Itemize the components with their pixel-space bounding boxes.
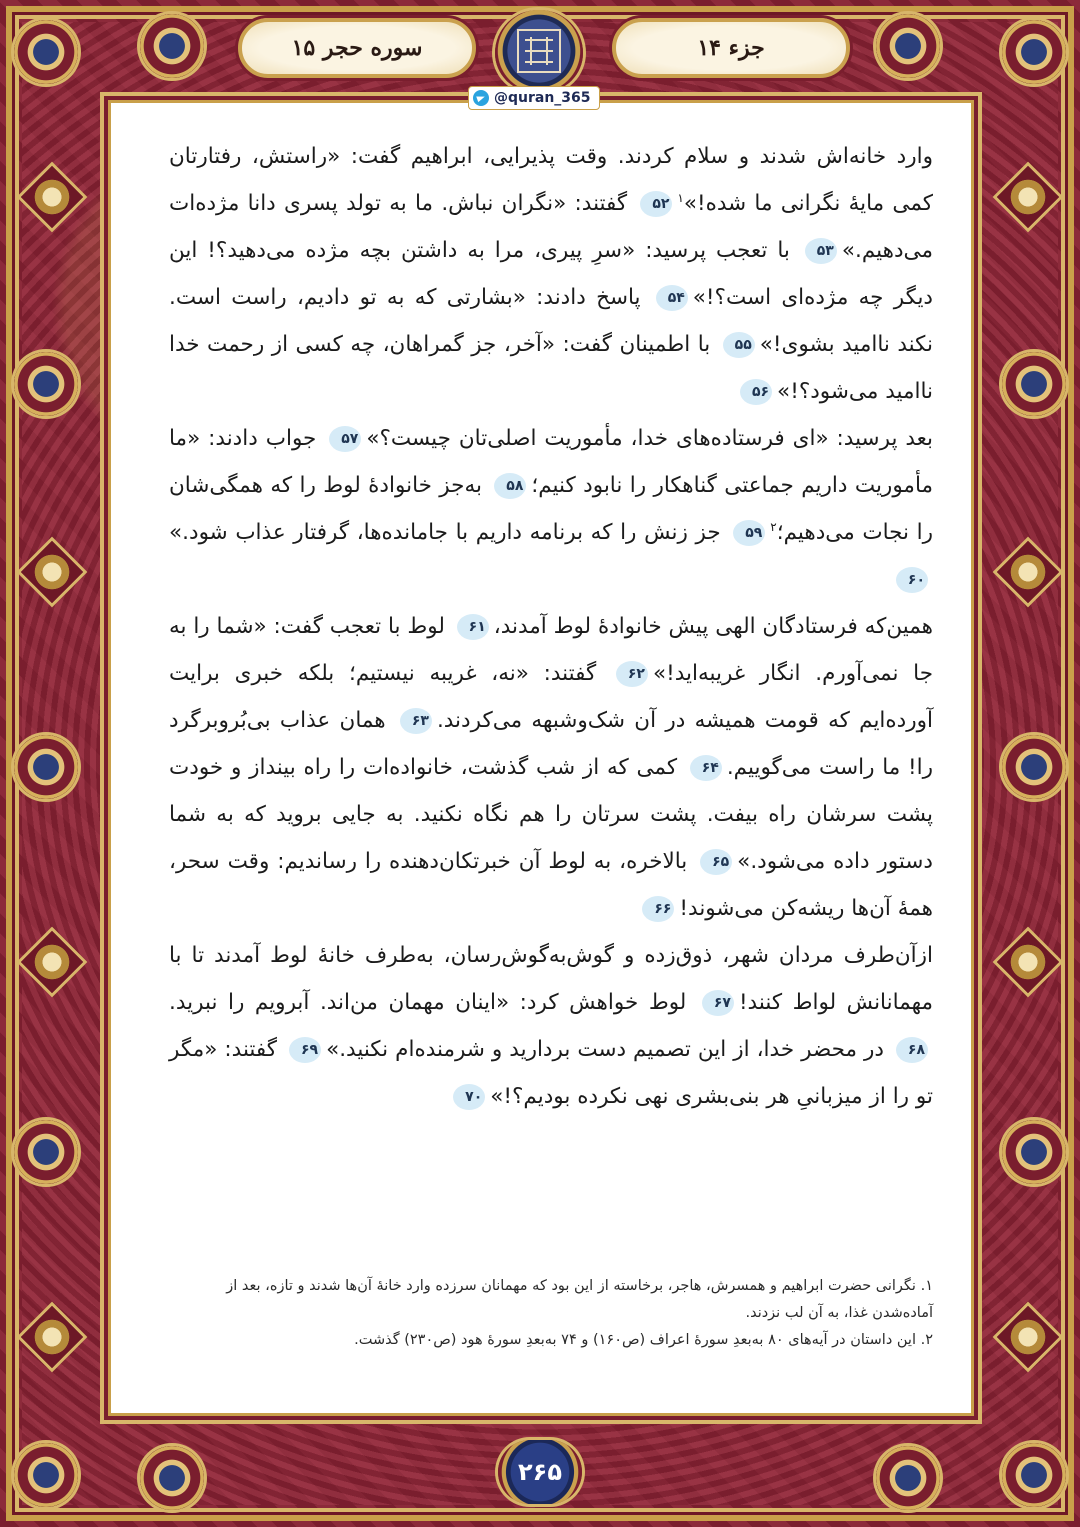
verse-text-segment: وارد خانه‌اش شدند و سلام کردند. وقت پذیرایی، ابراهیم گفت: «راستش، رفتارتان کمی مایهٔ نگرانی ما شده!» <box>169 144 933 216</box>
verse-text-segment: بعد پرسید: «ای فرستاده‌های خدا، مأموریت اصلی‌تان چیست؟» <box>366 426 934 451</box>
verse-text-segment: همان عذاب بی‌بُروبرگرد را! ما راست می‌گوییم. <box>169 708 934 780</box>
quran-emblem-icon <box>495 10 583 92</box>
corner-medallion <box>1002 20 1066 84</box>
side-medallion <box>1002 1120 1066 1184</box>
side-medallion <box>1002 352 1066 416</box>
corner-medallion <box>14 1443 78 1507</box>
verse-number-badge: ۵۲ <box>640 191 672 217</box>
verse-text-segment: ازآن‌طرف مردان شهر، ذوق‌زده و گوش‌به‌گوش‌رسان، به‌طرف خانهٔ لوط آمدند تا با مهمانانش لواط کنند! <box>169 943 934 1015</box>
verse-number-badge: ۶۴ <box>690 755 722 781</box>
telegram-icon <box>473 90 489 106</box>
side-medallion <box>14 735 78 799</box>
page-number: ۲۶۵ <box>498 1440 582 1504</box>
verse-text-segment: گفتند: «نگران نباش. ما به تولد پسری دانا مژده‌ات می‌دهیم.» <box>169 191 933 263</box>
verse-number-badge: ۶۹ <box>289 1037 321 1063</box>
side-medallion <box>1002 735 1066 799</box>
verse-number-badge: ۶۷ <box>702 990 734 1016</box>
verse-number-badge: ۵۷ <box>329 426 361 452</box>
verse-paragraph <box>169 932 933 1120</box>
channel-handle[interactable] <box>468 86 600 110</box>
side-medallion <box>14 352 78 416</box>
verse-paragraph <box>169 133 933 415</box>
footnote-1: ۱. نگرانی حضرت ابراهیم و همسرش، هاجر، برخاسته از این بود که مهمانان سرزده وارد خانهٔ آن‌ها شدند و تازه، بعد از آماده‌شدن غذا، به آن لب نزدند. <box>226 1278 933 1321</box>
verse-text-segment: لوط خواهش کرد: «اینان مهمان من‌اند. آبرویم را نبرید. <box>169 990 687 1015</box>
verse-text-segment: در محضر خدا، از این تصمیم دست بردارید و شرمنده‌ام نکنید.» <box>326 1037 884 1062</box>
channel-handle-text: @quran_365 <box>494 90 591 106</box>
verse-number-badge: ۶۵ <box>700 849 732 875</box>
verse-number-badge: ۶۳ <box>400 708 432 734</box>
verse-text-segment: جواب دادند: «ما مأموریت داریم جماعتی گناهکار را نابود کنیم؛ <box>169 426 934 498</box>
corner-medallion <box>1002 1443 1066 1507</box>
corner-medallion <box>876 14 940 78</box>
verse-number-badge: ۶۰ <box>896 567 928 593</box>
verse-text-segment: جز زنش را که برنامه داریم با جامانده‌ها، گرفتار عذاب شود.» <box>169 520 721 545</box>
verse-text-segment: با اطمینان گفت: «آخر، جز گمراهان، چه کسی از رحمت خدا ناامید می‌شود؟!» <box>169 332 933 404</box>
verse-text-segment: کمی که از شب گذشت، خانواده‌ات را راه بینداز و خودت پشت سرشان راه بیفت. پشت سرتان را هم نگاه نکنید. به جایی بروید که به شما دستور داده می‌شود.» <box>169 755 933 874</box>
verse-paragraph <box>169 603 933 932</box>
verse-number-badge: ۵۵ <box>723 332 755 358</box>
verse-text-segment: لوط با تعجب گفت: «شما را به جا نمی‌آورم. انگار غریبه‌اید!» <box>168 614 933 686</box>
verse-text-segment: گفتند: «نه، غریبه نیستیم؛ بلکه خبری برایت آورده‌ایم که قومت همیشه در آن شک‌وشبهه می‌کردند. <box>169 661 933 733</box>
verse-text <box>169 133 933 1120</box>
verse-paragraph <box>169 415 933 603</box>
calligraphy-logo-icon <box>517 29 561 73</box>
verse-number-badge: ۶۸ <box>896 1037 928 1063</box>
verse-number-badge: ۵۶ <box>740 379 772 405</box>
verse-number-badge: ۷۰ <box>453 1084 485 1110</box>
verse-number-badge: ۵۹ <box>733 520 765 546</box>
verse-text-segment: همین‌که فرستادگان الهی پیش خانوادهٔ لوط آمدند، <box>493 614 933 639</box>
verse-number-badge: ۶۲ <box>616 661 648 687</box>
footnote-2: ۲. این داستان در آیه‌های ۸۰ به‌بعدِ سورهٔ اعراف (ص۱۶۰) و ۷۴ به‌بعدِ سورهٔ هود (ص۲۳۰) گذشت. <box>354 1332 933 1348</box>
verse-number-badge: ۵۳ <box>805 238 837 264</box>
footnotes <box>169 1273 933 1354</box>
footnote-ref: ۲ <box>770 519 777 534</box>
verse-number-badge: ۶۱ <box>457 614 489 640</box>
verse-text-segment: پاسخ دادند: «بشارتی که به تو دادیم، راست است. نکند ناامید بشوی!» <box>169 285 933 357</box>
corner-medallion <box>876 1446 940 1510</box>
side-medallion <box>14 1120 78 1184</box>
footnote-ref: ۱ <box>677 190 684 205</box>
verse-text-segment: به‌جز خانوادهٔ لوط را که همگی‌شان را نجات می‌دهیم؛ <box>169 473 933 545</box>
verse-text-segment: بالاخره، به لوط آن خبرتکان‌دهنده را رساندیم: وقت سحر، همهٔ آن‌ها ریشه‌کن می‌شوند! <box>169 849 933 921</box>
verse-number-badge: ۵۴ <box>656 285 688 311</box>
corner-medallion <box>140 1446 204 1510</box>
corner-medallion <box>140 14 204 78</box>
verse-number-badge: ۵۸ <box>494 473 526 499</box>
verse-text-segment: گفتند: «مگر تو را از میزبانیِ هر بنی‌بشری نهی نکرده بودیم؟!» <box>169 1037 933 1109</box>
verse-text-segment: با تعجب پرسید: «سرِ پیری، مرا به داشتن بچه مژده می‌دهید؟! این دیگر چه مژده‌ای است؟!» <box>169 238 933 310</box>
corner-medallion <box>14 20 78 84</box>
text-panel <box>108 100 974 1416</box>
surah-title: سوره حجر ۱۵ <box>238 18 476 78</box>
verse-number-badge: ۶۶ <box>642 896 674 922</box>
juz-title: جزء ۱۴ <box>612 18 850 78</box>
